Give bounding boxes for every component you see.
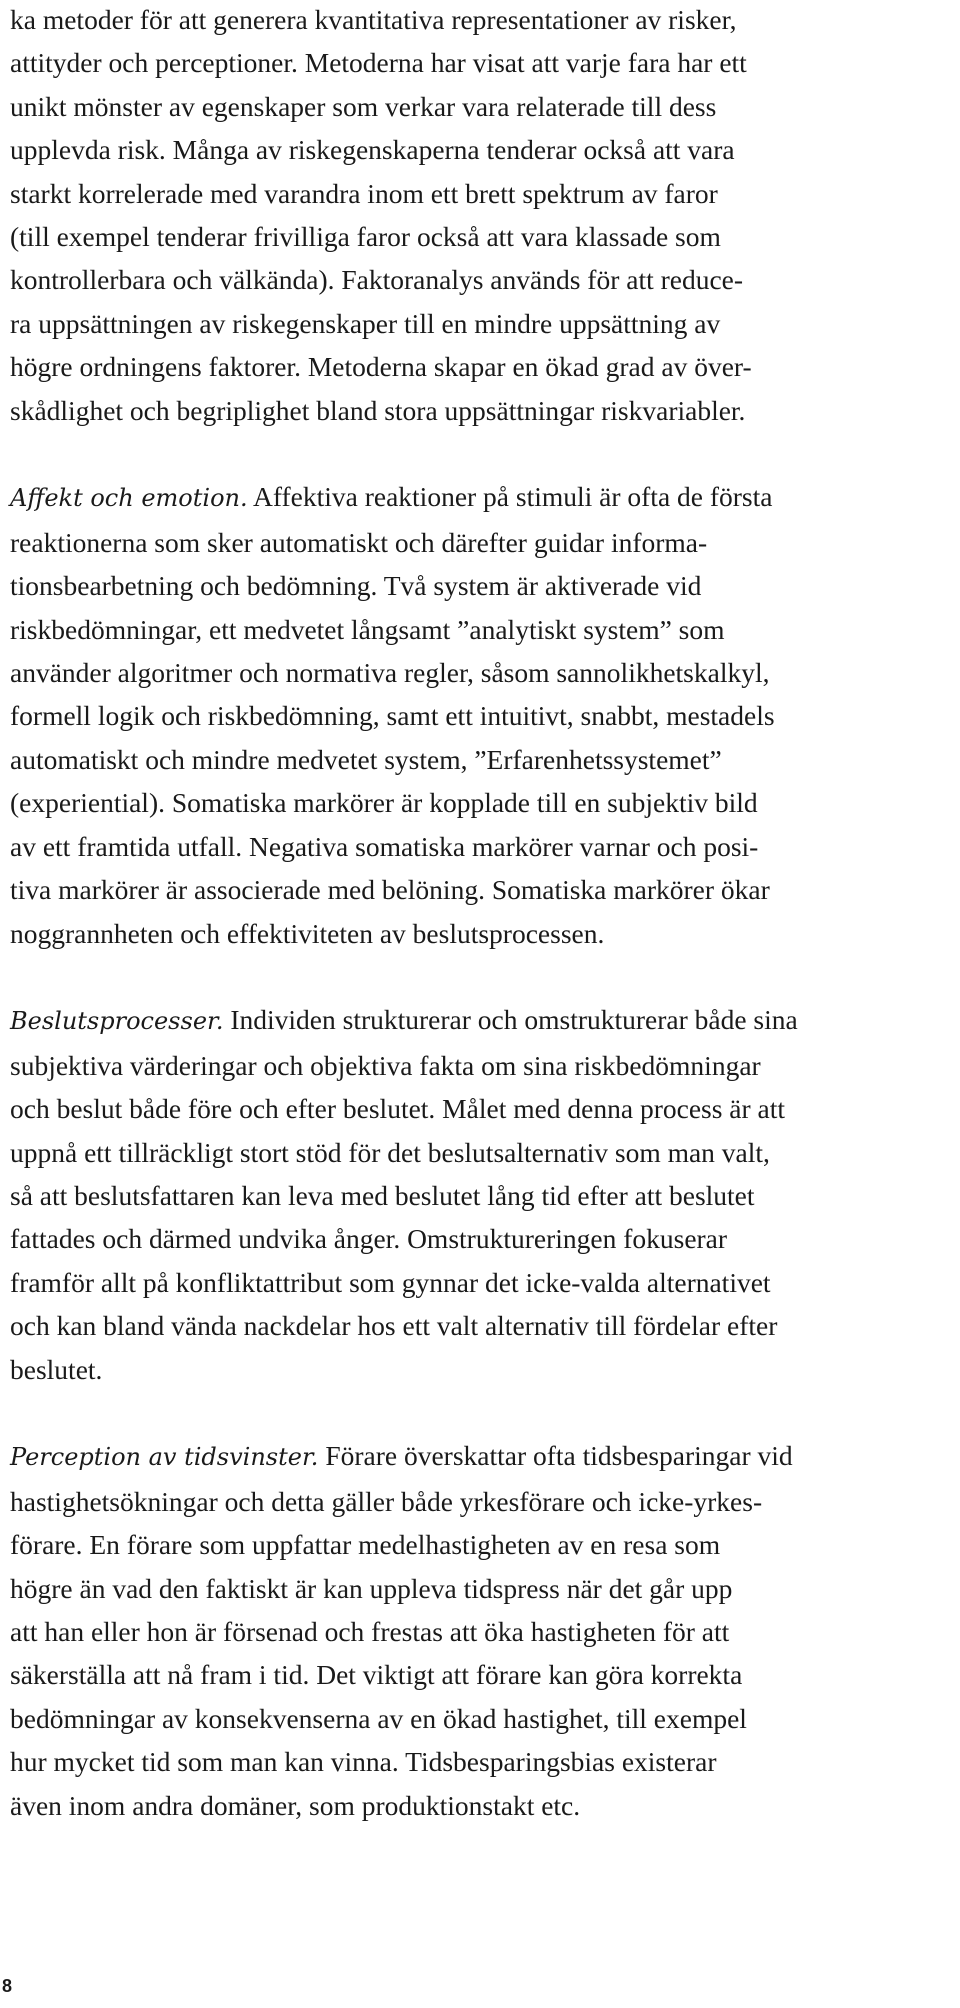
text-line: tiva markörer är associerade med belöning. Somatiska markörer ökar	[10, 874, 770, 906]
text-line: så att beslutsfattaren kan leva med beslutet lång tid efter att beslutet	[10, 1179, 755, 1211]
text-line: bedömningar av konsekvenserna av en ökad hastighet, till exempel	[10, 1702, 747, 1734]
text-line: automatiskt och mindre medvetet system, ”Erfarenhetssystemet”	[10, 743, 722, 775]
text-line: (till exempel tenderar frivilliga faror också att vara klassade som	[10, 221, 721, 253]
text-line: högre än vad den faktiskt är kan uppleva tidspress när det går upp	[10, 1572, 733, 1604]
run-in-heading: Affekt och emotion.	[10, 484, 248, 513]
text-line: använder algoritmer och normativa regler, såsom sannolikhetskalkyl,	[10, 657, 770, 689]
text-line: förare. En förare som uppfattar medelhastigheten av en resa som	[10, 1529, 721, 1561]
text-line: upplevda risk. Många av riskegenskaperna tenderar också att vara	[10, 134, 735, 166]
text-line: skådlighet och begriplighet bland stora uppsättningar riskvariabler.	[10, 394, 746, 426]
text-line: starkt korrelerade med varandra inom ett brett spektrum av faror	[10, 177, 718, 209]
text-line: säkerställa att nå fram i tid. Det viktigt att förare kan göra korrekta	[10, 1659, 743, 1691]
text-line	[10, 1434, 955, 1479]
text-line: attityder och perceptioner. Metoderna har visat att varje fara har ett	[10, 47, 747, 79]
text-line: framför allt på konfliktattribut som gynnar det icke-valda alternativet	[10, 1266, 771, 1298]
text-line	[10, 998, 955, 1043]
text-line: ra uppsättningen av riskegenskaper till en mindre uppsättning av	[10, 307, 721, 339]
page-content	[10, 0, 955, 1827]
text-line: hur mycket tid som man kan vinna. Tidsbesparingsbias existerar	[10, 1746, 717, 1778]
text-line: reaktionerna som sker automatiskt och därefter guidar informa-	[10, 526, 708, 558]
text-line: att han eller hon är försenad och frestas att öka hastigheten för att	[10, 1615, 730, 1647]
text-line: högre ordningens faktorer. Metoderna skapar en ökad grad av över-	[10, 351, 752, 383]
text-line: (experiential). Somatiska markörer är kopplade till en subjektiv bild	[10, 787, 758, 819]
text-line: riskbedömningar, ett medvetet långsamt ”analytiskt system” som	[10, 613, 725, 645]
run-in-heading: Perception av tidsvinster.	[10, 1443, 319, 1472]
text-line: beslutet.	[10, 1353, 103, 1385]
text-line: även inom andra domäner, som produktionstakt etc.	[10, 1789, 581, 1821]
paragraph-time-savings	[10, 1434, 955, 1827]
text-line: och kan bland vända nackdelar hos ett valt alternativ till fördelar efter	[10, 1310, 778, 1342]
text-line: subjektiva värderingar och objektiva fakta om sina riskbedömningar	[10, 1049, 761, 1081]
text-line: hastighetsökningar och detta gäller både yrkesförare och icke-yrkes-	[10, 1485, 763, 1517]
text-line-rest: Individen strukturerar och omstrukturerar både sina	[223, 1004, 798, 1036]
paragraph-decision-processes	[10, 998, 955, 1391]
text-line: och beslut både före och efter beslutet. Målet med denna process är att	[10, 1093, 786, 1125]
text-line: ka metoder för att generera kvantitativa representationer av risker,	[10, 4, 737, 35]
text-line: noggrannheten och effektiviteten av beslutsprocessen.	[10, 917, 605, 949]
text-line: kontrollerbara och välkända). Faktoranalys används för att reduce-	[10, 264, 744, 296]
text-line-rest: Förare överskattar ofta tidsbesparingar vid	[318, 1440, 793, 1472]
paragraph-risk-methods	[10, 0, 955, 432]
text-line: fattades och därmed undvika ånger. Omstruktureringen fokuserar	[10, 1223, 728, 1255]
text-line-rest: Affektiva reaktioner på stimuli är ofta de första	[247, 481, 773, 513]
text-line: av ett framtida utfall. Negativa somatiska markörer varnar och posi-	[10, 830, 759, 862]
text-line	[10, 475, 955, 520]
paragraph-affect-emotion	[10, 475, 955, 954]
run-in-heading: Beslutsprocesser.	[10, 1007, 224, 1036]
text-line: tionsbearbetning och bedömning. Två system är aktiverade vid	[10, 570, 702, 602]
text-line: uppnå ett tillräckligt stort stöd för det beslutsalternativ som man valt,	[10, 1136, 770, 1168]
text-line: unikt mönster av egenskaper som verkar vara relaterade till dess	[10, 90, 717, 122]
text-line: formell logik och riskbedömning, samt ett intuitivt, snabbt, mestadels	[10, 700, 775, 732]
page-number: 8	[2, 1976, 13, 1996]
